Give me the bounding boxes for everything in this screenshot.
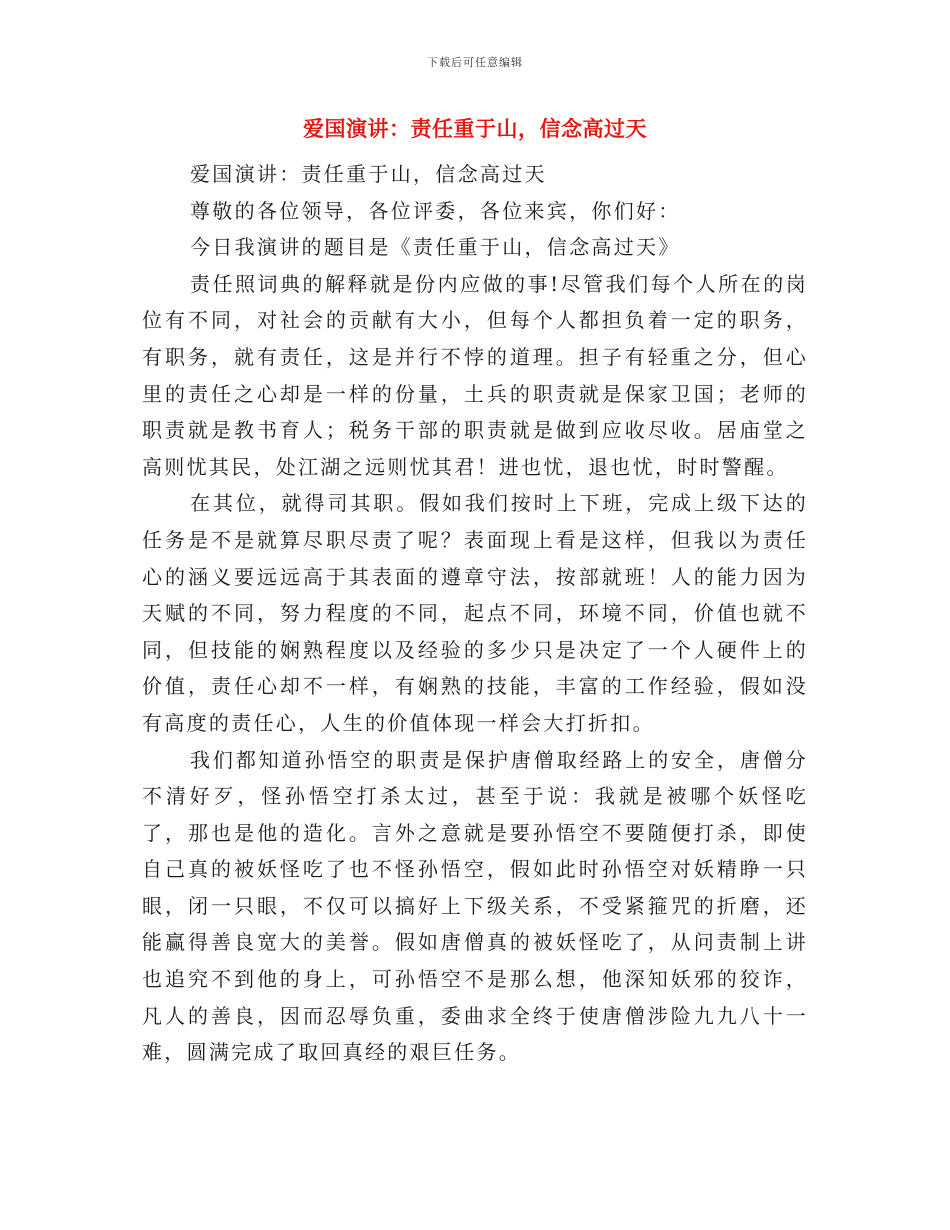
- document-title: 爱国演讲：责任重于山，信念高过天: [303, 117, 647, 141]
- paragraph-body-1: 责任照词典的解释就是份内应做的事!尽管我们每个人所在的岗位有不同，对社会的贡献有大小，但每个人都担负着一定的职务，有职务，就有责任，这是并行不悖的道理。担子有轻重之分，但心里的责任之心却是一样的份量，土兵的职责就是保家卫国；老师的职责就是教书育人；税务干部的职责就是做到应收尽收。居庙堂之高则忧其民，处江湖之远则忧其君！进也忧，退也忧，时时警醒。: [142, 271, 808, 479]
- paragraph-greeting: 尊敬的各位领导，各位评委，各位来宾，你们好：: [190, 198, 681, 223]
- document-body: [142, 156, 808, 1071]
- paragraph-body-3: 我们都知道孙悟空的职责是保护唐僧取经路上的安全，唐僧分不清好歹，怪孙悟空打杀太过，甚至于说：我就是被哪个妖怪吃了，那也是他的造化。言外之意就是要孙悟空不要随便打杀，即使自己真的被妖怪吃了也不怪孙悟空，假如此时孙悟空对妖精睁一只眼，闭一只眼，不仅可以搞好上下级关系，不受紧箍咒的折磨，还能赢得善良宽大的美誉。假如唐僧真的被妖怪吃了，从问责制上讲也追究不到他的身上，可孙悟空不是那么想，他深知妖邪的狡诈，凡人的善良，因而忍辱负重，委曲求全终于使唐僧涉险九九八十一难，圆满完成了取回真经的艰巨任务。: [142, 747, 808, 1065]
- header-note: 下载后可任意编辑: [427, 56, 523, 69]
- paragraph-body-2: 在其位，就得司其职。假如我们按时上下班，完成上级下达的任务是不是就算尽职尽责了呢？表面现上看是这样，但我以为责任心的涵义要远远高于其表面的遵章守法，按部就班！人的能力因为天赋的不同，努力程度的不同，起点不同，环境不同，价值也就不同，但技能的娴熟程度以及经验的多少只是决定了一个人硬件上的价值，责任心却不一样，有娴熟的技能，丰富的工作经验，假如没有高度的责任心，人生的价值体现一样会大打折扣。: [142, 491, 808, 735]
- paragraph-topic: 今日我演讲的题目是《责任重于山，信念高过天》: [190, 235, 681, 260]
- paragraph-subtitle: 爱国演讲：责任重于山，信念高过天: [190, 162, 547, 186]
